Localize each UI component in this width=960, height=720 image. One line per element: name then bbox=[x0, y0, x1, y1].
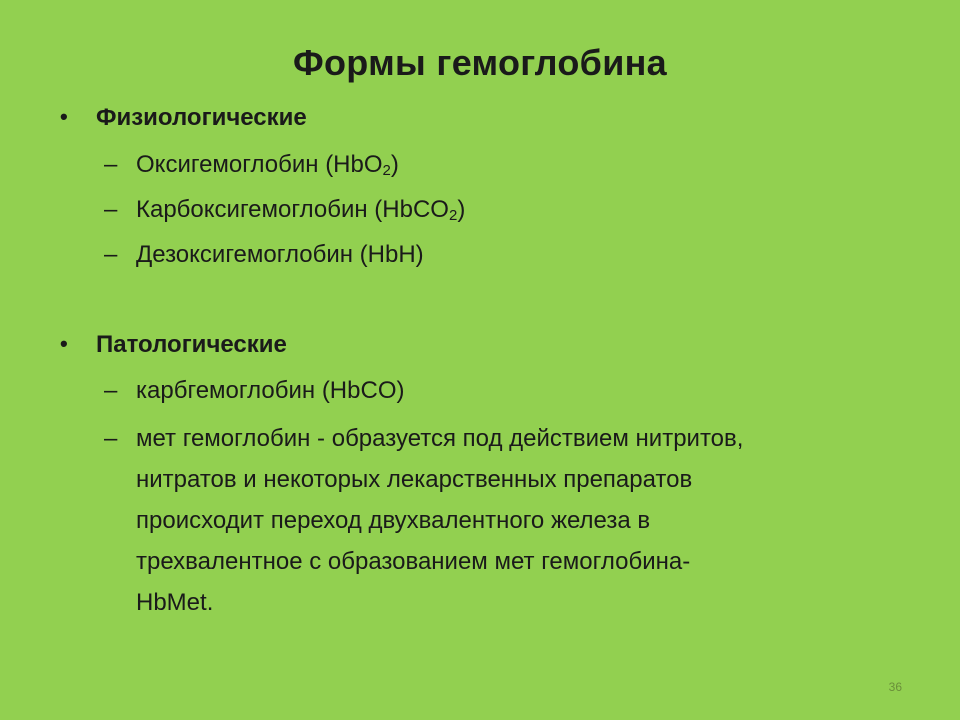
item-line: происходит переход двухвалентного железа в bbox=[136, 507, 651, 534]
group-heading-label: Патологические bbox=[96, 331, 287, 358]
list-item bbox=[60, 373, 896, 409]
slide-title: Формы гемоглобина bbox=[292, 42, 667, 83]
page-number: 36 bbox=[888, 680, 902, 694]
dash-icon: – bbox=[104, 151, 118, 178]
bullet-icon: • bbox=[60, 331, 68, 356]
dash-icon: – bbox=[104, 425, 118, 452]
item-text: Оксигемоглобин (HbO bbox=[136, 151, 383, 178]
list-item bbox=[60, 147, 896, 183]
dash-icon: – bbox=[104, 377, 118, 404]
item-text: Дезоксигемоглобин (HbH) bbox=[136, 241, 424, 268]
dash-icon: – bbox=[104, 196, 118, 223]
item-line: мет гемоглобин - образуется под действием нитритов, bbox=[136, 425, 744, 452]
dash-icon: – bbox=[104, 241, 118, 268]
group-heading bbox=[60, 331, 287, 359]
group-pathological bbox=[60, 331, 287, 359]
bullet-icon: • bbox=[60, 104, 68, 129]
list-item bbox=[60, 237, 896, 273]
item-subscript: 2 bbox=[382, 162, 391, 179]
item-text: карбгемоглобин (HbCO) bbox=[136, 377, 405, 404]
group-physiological bbox=[60, 104, 307, 132]
group-heading bbox=[60, 104, 307, 132]
item-tail: ) bbox=[457, 196, 466, 223]
list-item bbox=[60, 418, 896, 623]
item-tail: ) bbox=[390, 151, 399, 178]
list-item bbox=[60, 192, 896, 228]
item-text: Карбоксигемоглобин (HbCO bbox=[136, 196, 449, 223]
item-subscript: 2 bbox=[448, 207, 458, 224]
group-heading-label: Физиологические bbox=[96, 104, 307, 131]
item-line: трехвалентное с образованием мет гемоглобина- bbox=[136, 548, 691, 575]
item-line: HbMet. bbox=[136, 589, 214, 616]
item-line: нитратов и некоторых лекарственных препаратов bbox=[136, 466, 693, 493]
